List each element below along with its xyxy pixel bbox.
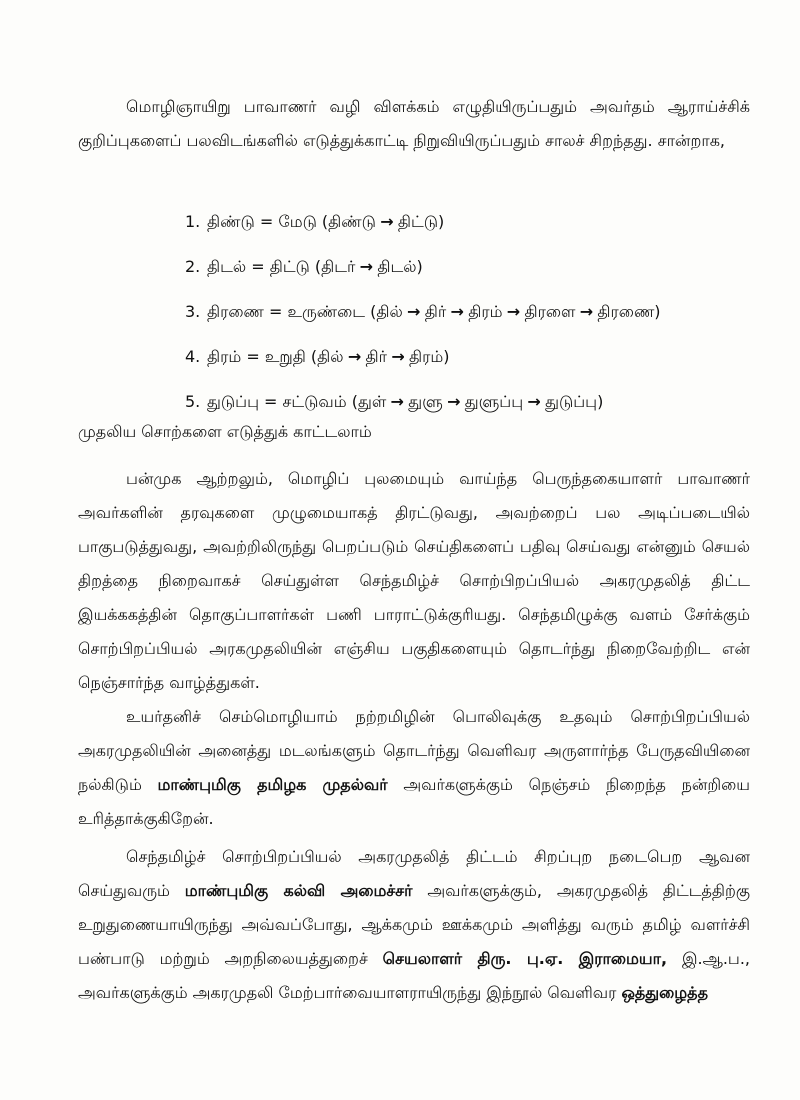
thanks-text-1: செந்தமிழ்ச் சொற்பிறப்பியல் அகரமுதலித் திட்டம் சிறப்புற நடைபெற ஆவன செய்துவரும் [78, 847, 750, 900]
etymology-step: திட்டு [397, 212, 439, 231]
example-item: 1. திண்டு = மேடு (திண்டு → திட்டு) [185, 205, 661, 250]
paragraph-thanks-cm [78, 700, 750, 836]
paragraph-intro: மொழிஞாயிறு பாவாணர் வழி விளக்கம் எழுதியிருப்பதும் அவர்தம் ஆராய்ச்சிக் குறிப்புகளைப் பலவிடங்களில் எடுத்துக்காட்டி நிறுவியிருப்பதும் சாலச் சிறந்தது. சான்றாக, [78, 97, 750, 150]
example-item: 4. திரம் = உறுதி (தில் → திர் → திரம்) [185, 340, 661, 385]
etymology-step: திரம் [468, 302, 503, 321]
etymology-step: திரளை [524, 302, 576, 321]
example-item: 2. திடல் = திட்டு (திடர் → திடல்) [185, 250, 661, 295]
etymology-step: திர் [424, 302, 447, 321]
etymology-step: திரணை [597, 302, 655, 321]
etymology-step: துடுப்பு [545, 392, 598, 411]
example-item: 5. துடுப்பு = சட்டுவம் (துள் → துளு → துளுப்பு → துடுப்பு) [185, 385, 661, 430]
example-meaning: திட்டு [269, 257, 310, 276]
example-item: 3. திரணை = உருண்டை (தில் → திர் → திரம் → திரளை → திரணை) [185, 295, 661, 340]
example-meaning: உறுதி [264, 347, 306, 366]
example-list [185, 205, 661, 430]
example-meaning: மேடு [278, 212, 317, 231]
example-word: திரம் [207, 347, 242, 366]
etymology-step: துள் [357, 392, 387, 411]
education-minister-title: மாண்புமிகு கல்வி அமைச்சர் [184, 881, 413, 900]
example-meaning: சட்டுவம் [282, 392, 347, 411]
thanks-cm-text-1: உயர்தனிச் செம்மொழியாம் நற்றமிழின் பொலிவுக்கு உதவும் சொற்பிறப்பியல் அகரமுதலியின் அனைத்து மடலங்களும் தொடர்ந்து வெளிவர அருளார்ந்த பேருதவியினை நல்கிடும் [78, 707, 750, 794]
thanks-text-3: இ.ஆ.ப., அவர்களுக்கும் அகரமுதலி மேற்பார்வையாளராயிருந்து இந்நூல் வெளிவர [78, 949, 750, 1002]
etymology-step: திர் [365, 347, 388, 366]
arrow-right-icon: → [527, 392, 541, 411]
paragraph-examples-note: முதலிய சொற்களை எடுத்துக் காட்டலாம் [78, 422, 372, 441]
example-number: 1. [185, 212, 201, 231]
example-number: 3. [185, 302, 201, 321]
example-number: 2. [185, 257, 201, 276]
arrow-right-icon: → [347, 347, 362, 366]
example-word: திரணை [207, 302, 264, 321]
etymology-step: தில் [376, 302, 403, 321]
etymology-step: துளு [408, 392, 443, 411]
arrow-right-icon: → [506, 302, 521, 321]
arrow-right-icon: → [380, 212, 394, 231]
arrow-right-icon: → [407, 302, 421, 321]
chief-minister-title: மாண்புமிகு தமிழக முதல்வர் [157, 775, 388, 794]
arrow-right-icon: → [391, 347, 405, 366]
example-word: திண்டு [207, 212, 255, 231]
thanks-cm-text-2: அவர்களுக்கும் நெஞ்சம் நிறைந்த நன்றியை உரித்தாக்குகிறேன். [78, 775, 751, 828]
secretary-name: செயலாளர் திரு. பு.ஏ. இராமையா, [382, 949, 668, 968]
arrow-right-icon: → [579, 302, 594, 321]
paragraph-thanks-minister [78, 840, 750, 1010]
example-meaning: உருண்டை [287, 302, 366, 321]
arrow-right-icon: → [359, 257, 374, 276]
thanks-last-word: ஒத்துழைத்த [621, 983, 708, 1002]
example-word: துடுப்பு [207, 392, 259, 411]
etymology-step: திண்டு [328, 212, 376, 231]
thanks-text-2: அவர்களுக்கும், அகரமுதலித் திட்டத்திற்கு உறுதுணையாயிருந்து அவ்வப்போது, ஆக்கமும் ஊக்கமும் அளித்து வரும் தமிழ் வளர்ச்சி பண்பாடு மற்றும் அறநிலையத்துறைச் [78, 881, 751, 968]
example-number: 5. [185, 392, 201, 411]
etymology-step: துளுப்பு [464, 392, 524, 411]
arrow-right-icon: → [450, 302, 464, 321]
example-number: 4. [185, 347, 201, 366]
arrow-right-icon: → [390, 392, 404, 411]
etymology-step: திடல் [377, 257, 417, 276]
arrow-right-icon: → [447, 392, 461, 411]
example-word: திடல் [207, 257, 247, 276]
paragraph-praise: பன்முக ஆற்றலும், மொழிப் புலமையும் வாய்ந்த பெருந்தகையாளர் பாவாணர் அவர்களின் தரவுகளை முழுமையாகத் திரட்டுவது, அவற்றைப் பல அடிப்படையில் பாகுபடுத்துவது, அவற்றிலிருந்து பெறப்படும் செய்திகளைப் பதிவு செய்வது என்னும் செயல் திறத்தை நிறைவாகச் செய்துள்ள செந்தமிழ்ச் சொற்பிறப்பியல் அகரமுதலித் திட்ட இயக்ககத்தின் தொகுப்பாளர்கள் பணி பாராட்டுக்குரியது. செந்தமிழுக்கு வளம் சேர்க்கும் சொற்பிறப்பியல் அரகமுதலியின் எஞ்சிய பகுதிகளையும் தொடர்ந்து நிறைவேற்றிட என் நெஞ்சார்ந்த வாழ்த்துகள். [78, 469, 750, 692]
etymology-step: திடர் [321, 257, 356, 276]
etymology-step: தில் [317, 347, 344, 366]
etymology-step: திரம் [409, 347, 444, 366]
